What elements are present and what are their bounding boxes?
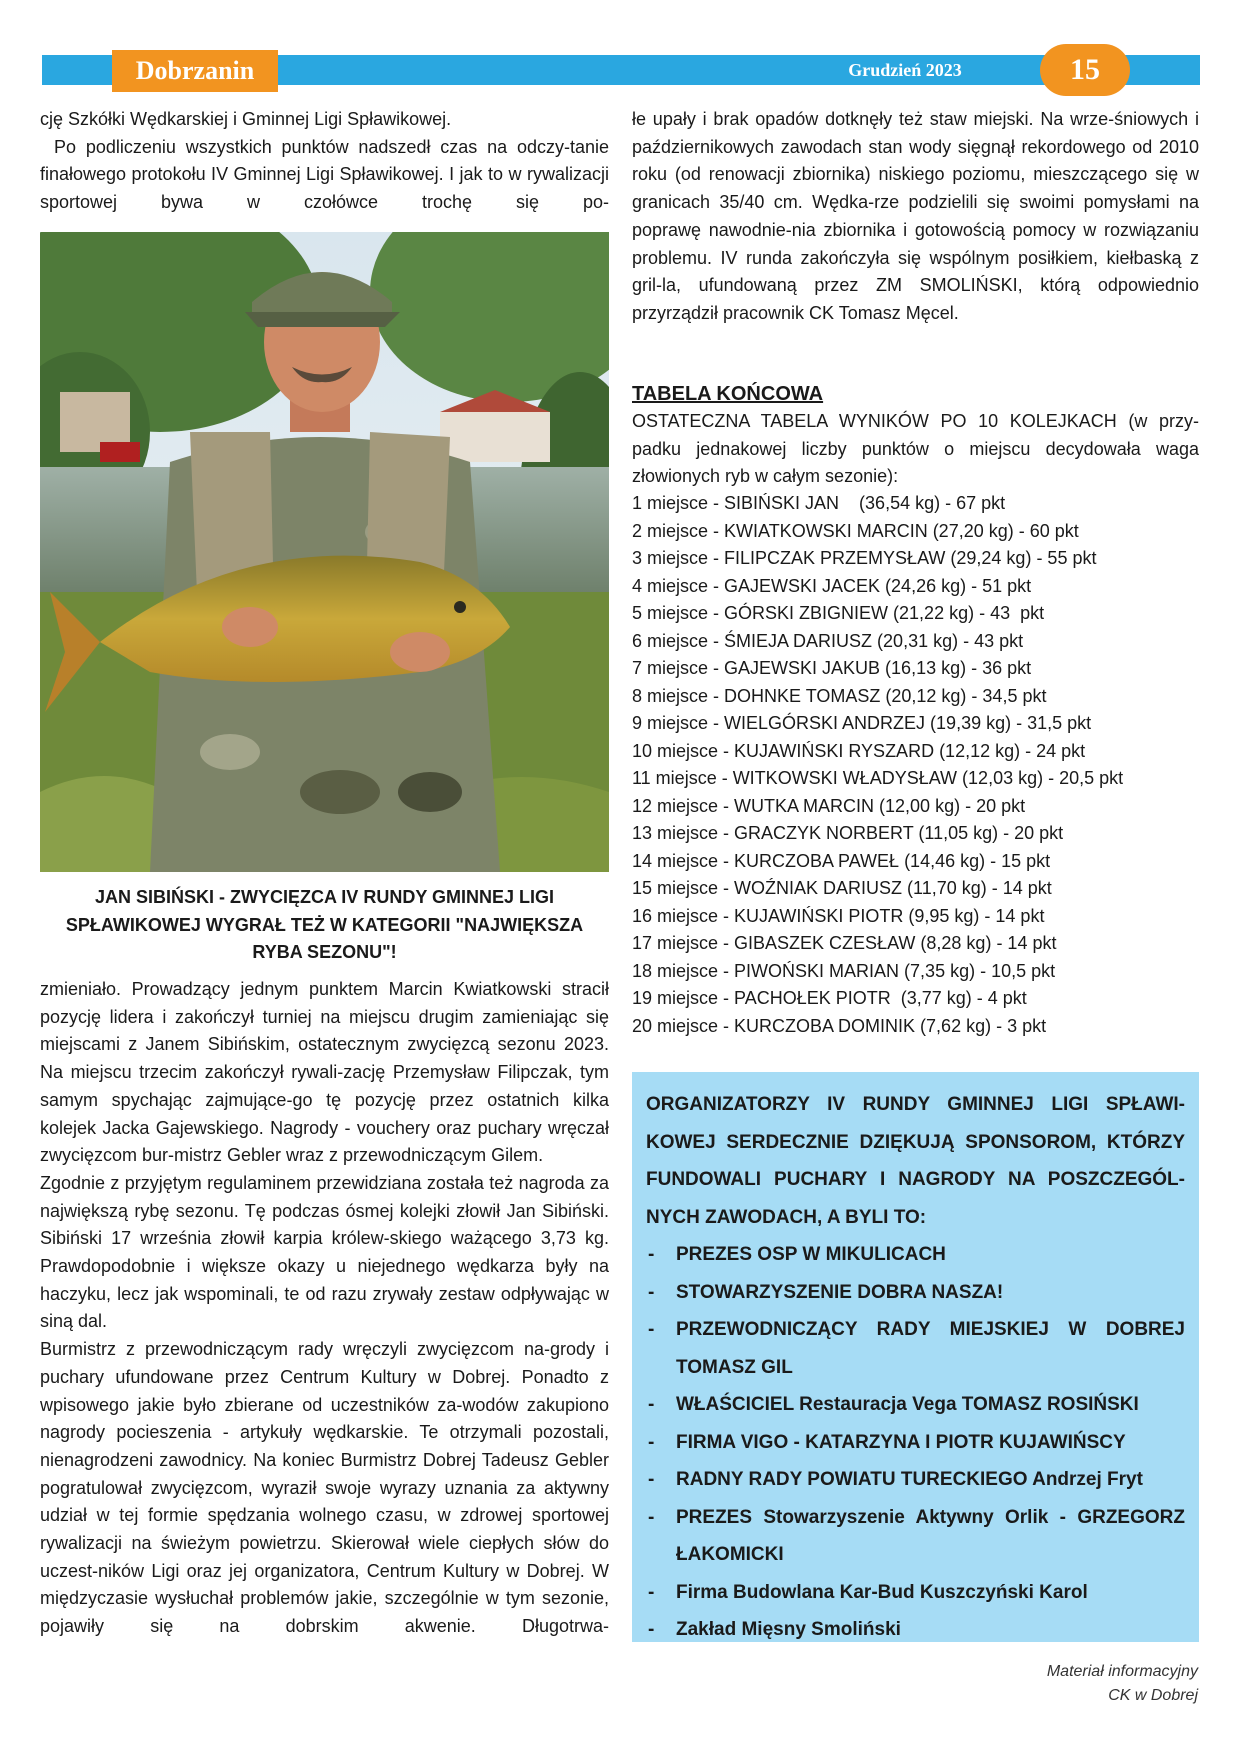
- result-row: 10 miejsce - KUJAWIŃSKI RYSZARD (12,12 kg) - 24 pkt: [632, 740, 1086, 761]
- page-number: 15: [1040, 44, 1130, 96]
- intro-line: cję Szkółki Wędkarskiej i Gminnej Ligi Spławikowej.: [40, 109, 452, 129]
- result-row: 16 miejsce - KUJAWIŃSKI PIOTR (9,95 kg) - 14 pkt: [632, 905, 1045, 926]
- left-body: [40, 976, 609, 1641]
- bullet-dash: -: [648, 1281, 655, 1303]
- sponsor-name: PREZES Stowarzyszenie Aktywny Orlik - GRZEGORZ ŁAKOMICKI: [676, 1506, 1185, 1565]
- bullet-dash: -: [648, 1619, 655, 1640]
- sponsor-list: [646, 1236, 1185, 1649]
- result-row: 5 miejsce - GÓRSKI ZBIGNIEW (21,22 kg) - 43 pkt: [632, 603, 1045, 623]
- left-intro: [40, 106, 609, 217]
- results-intro-text: OSTATECZNA TABELA WYNIKÓW PO 10 KOLEJKACH (w przy-padku jednakowej liczby punktów o miejscu decydowała waga złowionych ryb w całym sezonie):: [632, 411, 1199, 487]
- body-paragraph: zmieniało. Prowadzący jednym punktem Marcin Kwiatkowski stracił pozycję lidera i zakończył turniej na miejscu drugim zamieniając się miejscami z Janem Sibińskim, ostatecznym zwycięzcą sezonu 2023. Na miejscu trzecim zakończył rywali-zację Przemysław Filipczak, tym samym spychając zajmujące-go tę pozycję przez ostatnich kilka kolejek Jacka Gajewskiego. Nagrody - vouchery oraz puchary wręczał zwycięzcom bur-mistrz Gebler wraz z przewodniczącym Gilem.: [40, 979, 609, 1166]
- sponsor-item: [646, 1311, 1185, 1386]
- result-row: 2 miejsce - KWIATKOWSKI MARCIN (27,20 kg) - 60 pkt: [632, 520, 1079, 541]
- sponsor-name: WŁAŚCICIEL Restauracja Vega TOMASZ ROSIŃSKI: [676, 1394, 1139, 1415]
- bullet-dash: -: [648, 1506, 655, 1528]
- sponsor-item: [646, 1574, 1185, 1612]
- sponsor-name: Zakład Mięsny Smoliński: [676, 1619, 901, 1640]
- bullet-dash: -: [648, 1244, 655, 1265]
- right-intro-paragraph: łe upały i brak opadów dotknęły też staw miejski. Na wrze-śniowych i październikowych zawodach stan wody sięgnął rekordowego od 2010 roku (od renowacji zbiornika) niskiego poziomu, mieszczącego się w granicach 35/40 cm. Wędka-rze podzielili się swoimi pomysłami na poprawę nawodnie-nia zbiornika i gotowością pomocy w rozwiązaniu problemu. IV runda zakończyła się wspólnym posiłkiem, kiełbaską z gril-la, ufundowaną przez ZM SMOLIŃSKI, którą odpowiednio przyrządził pracownik CK Tomasz Męcel.: [632, 109, 1199, 323]
- sponsor-item: [646, 1424, 1185, 1462]
- result-row: 17 miejsce - GIBASZEK CZESŁAW (8,28 kg) - 14 pkt: [632, 933, 1057, 953]
- sponsor-item: [646, 1236, 1185, 1274]
- issue-date: Grudzień 2023: [848, 60, 962, 80]
- sponsor-name: PREZES OSP W MIKULICACH: [676, 1244, 946, 1265]
- sponsor-item: [646, 1386, 1185, 1424]
- sponsor-box: [632, 1072, 1199, 1642]
- sponsor-item: [646, 1274, 1185, 1312]
- results-table-intro: [632, 408, 1199, 491]
- result-row: 9 miejsce - WIELGÓRSKI ANDRZEJ (19,39 kg) - 31,5 pkt: [632, 713, 1092, 733]
- body-paragraph: Burmistrz z przewodniczącym rady wręczyli zwycięzcom na-grody i puchary ufundowane przez Centrum Kultury w Dobrej. Ponadto z wpisowego jakie było zbierane od uczestników za-wodów zakupiono nagrody pocieszenia - artykuły wędkarskie. Te otrzymali pozostali, nienagrodzeni zawodnicy. Na koniec Burmistrz Dobrej Tadeusz Gebler pogratulował zwycięzcom, wyraził swoje wyrazy uznania za aktywny udział w tej formie spędzania wolnego czasu, w zdrowej sportowej rywalizacji na świeżym powietrzu. Skierował wiele ciepłych słów do uczest-ników Ligi oraz jej organizatora, Centrum Kultury w Dobrej. W międzyczasie wysłuchał problemów jakie, szczególnie w tym sezonie, pojawiły się na dobrskim akwenie. Długotrwa-: [40, 1339, 609, 1637]
- result-row: 8 miejsce - DOHNKE TOMASZ (20,12 kg) - 34,5 pkt: [632, 685, 1047, 706]
- result-row: 3 miejsce - FILIPCZAK PRZEMYSŁAW (29,24 kg) - 55 pkt: [632, 548, 1097, 568]
- sponsor-name: RADNY RADY POWIATU TURECKIEGO Andrzej Fryt: [676, 1469, 1143, 1490]
- result-row: 14 miejsce - KURCZOBA PAWEŁ (14,46 kg) - 15 pkt: [632, 850, 1051, 871]
- result-row: 11 miejsce - WITKOWSKI WŁADYSŁAW (12,03 kg) - 20,5 pkt: [632, 768, 1124, 788]
- sponsor-name: Firma Budowlana Kar-Bud Kuszczyński Karol: [676, 1581, 1088, 1603]
- bullet-dash: -: [648, 1581, 655, 1603]
- publication-name: Dobrzanin: [112, 50, 278, 92]
- right-intro: [632, 106, 1199, 328]
- intro-paragraph: Po podliczeniu wszystkich punktów nadszedł czas na odczy-tanie finałowego protokołu IV Gminnej Ligi Spławikowej. I jak to w rywalizacji sportowej bywa w czołówce trochę się po-: [40, 136, 609, 213]
- sponsor-item: [646, 1611, 1185, 1649]
- result-row: 15 miejsce - WOŹNIAK DARIUSZ (11,70 kg) - 14 pkt: [632, 878, 1052, 898]
- bullet-dash: -: [648, 1394, 655, 1415]
- results-table-title: TABELA KOŃCOWA: [632, 383, 824, 405]
- credit-line: CK w Dobrej: [1108, 1687, 1198, 1704]
- sponsor-item: [646, 1499, 1185, 1574]
- bullet-dash: -: [648, 1469, 655, 1490]
- result-row: 13 miejsce - GRACZYK NORBERT (11,05 kg) - 20 pkt: [632, 823, 1064, 843]
- result-row: 20 miejsce - KURCZOBA DOMINIK (7,62 kg) - 3 pkt: [632, 1015, 1047, 1036]
- bullet-dash: -: [648, 1431, 655, 1453]
- sponsor-name: PRZEWODNICZĄCY RADY MIEJSKIEJ W DOBREJ TOMASZ GIL: [676, 1319, 1185, 1378]
- results-list: [632, 490, 1199, 1040]
- credit-line: Materiał informacyjny: [1046, 1663, 1198, 1680]
- body-paragraph: Zgodnie z przyjętym regulaminem przewidziana została też nagroda za największą rybę sezonu. Tę podczas ósmej kolejki złowił Jan Sibiński. Sibiński 17 września złowił karpia królew-skiego ważącego 3,73 kg. Prawdopodobnie i większe okazy u niejednego wędkarza były na haczyku, lecz jak wspominali, te od razu zrywały zestaw odpływając w siną dal.: [40, 1172, 609, 1332]
- photo-caption: JAN SIBIŃSKI - ZWYCIĘZCA IV RUNDY GMINNEJ LIGI SPŁAWIKOWEJ WYGRAŁ TEŻ W KATEGORII "NAJWIĘKSZA RYBA SEZONU"!: [65, 887, 584, 962]
- result-row: 12 miejsce - WUTKA MARCIN (12,00 kg) - 20 pkt: [632, 795, 1026, 816]
- result-row: 4 miejsce - GAJEWSKI JACEK (24,26 kg) - 51 pkt: [632, 575, 1032, 596]
- sponsor-item: [646, 1461, 1185, 1499]
- sponsor-name: STOWARZYSZENIE DOBRA NASZA!: [676, 1281, 1004, 1303]
- result-row: 18 miejsce - PIWOŃSKI MARIAN (7,35 kg) - 10,5 pkt: [632, 960, 1056, 981]
- result-row: 7 miejsce - GAJEWSKI JAKUB (16,13 kg) - 36 pkt: [632, 658, 1032, 678]
- sponsor-name: FIRMA VIGO - KATARZYNA I PIOTR KUJAWIŃSCY: [676, 1431, 1126, 1453]
- bullet-dash: -: [648, 1319, 655, 1340]
- result-row: 6 miejsce - ŚMIEJA DARIUSZ (20,31 kg) - 43 pkt: [632, 630, 1024, 651]
- result-row: 1 miejsce - SIBIŃSKI JAN (36,54 kg) - 67 pkt: [632, 493, 1006, 513]
- credit-note: [900, 1660, 1198, 1708]
- fisherman-holding-carp-photo: [40, 232, 609, 872]
- result-row: 19 miejsce - PACHOŁEK PIOTR (3,77 kg) - 4 pkt: [632, 988, 1027, 1008]
- sponsor-heading: ORGANIZATORZY IV RUNDY GMINNEJ LIGI SPŁAWI-KOWEJ SERDECZNIE DZIĘKUJĄ SPONSOROM, KTÓRZY FUNDOWALI PUCHARY I NAGRODY NA POSZCZEGÓL-NYCH ZAWODACH, A BYLI TO:: [646, 1094, 1185, 1228]
